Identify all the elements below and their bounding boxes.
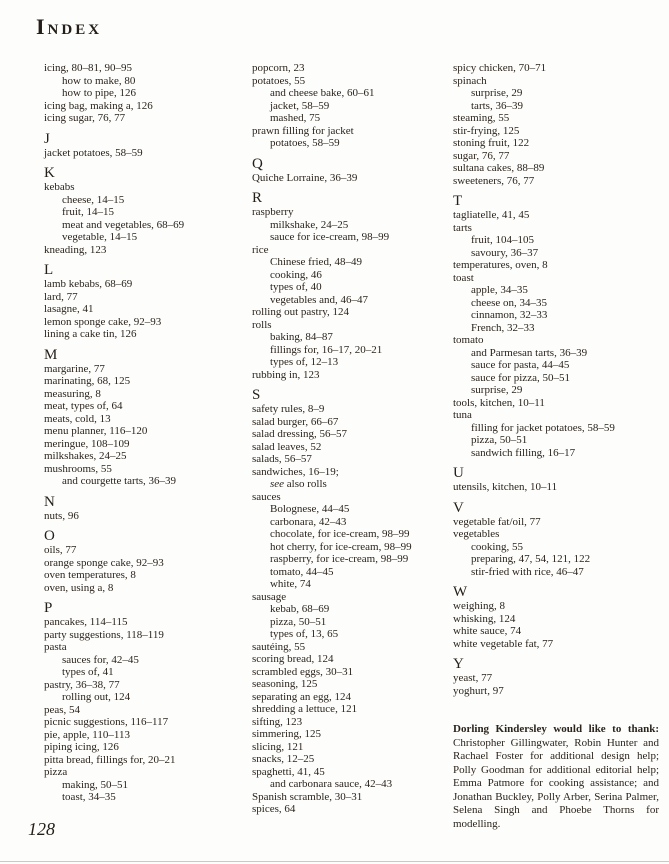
index-letter-heading: M <box>44 346 58 363</box>
index-subentry: and Parmesan tarts, 36–39 <box>471 346 588 359</box>
index-entry: pizza <box>44 766 68 778</box>
index-entry: steaming, 55 <box>453 112 510 124</box>
index-entry: margarine, 77 <box>44 362 105 375</box>
index-subentry: mashed, 75 <box>269 112 321 124</box>
index-entry: popcorn, 23 <box>251 62 305 74</box>
index-subentry: fruit, 14–15 <box>62 206 114 218</box>
index-entry: pancakes, 114–115 <box>44 616 128 628</box>
index-entry: nuts, 96 <box>44 509 79 522</box>
index-subentry: and courgette tarts, 36–39 <box>62 475 177 487</box>
index-column-1 <box>44 62 252 831</box>
index-entry: potatoes, 55 <box>251 74 306 87</box>
index-subentry: vegetables and, 46–47 <box>269 293 369 306</box>
index-subentry: how to pipe, 126 <box>62 87 136 99</box>
index-entry: raspberry <box>251 206 294 218</box>
index-subentry: sandwich filling, 16–17 <box>471 446 576 459</box>
index-subentry: cheese on, 34–35 <box>471 296 548 309</box>
index-letter-heading: V <box>453 499 465 516</box>
index-entry: meringue, 108–109 <box>44 437 130 450</box>
index-entry: lemon sponge cake, 92–93 <box>44 315 162 328</box>
index-entry: sauces <box>251 490 281 503</box>
acknowledgements-heading: Dorling Kindersley would like to thank: <box>453 723 659 735</box>
index-subentry: savoury, 36–37 <box>471 246 539 259</box>
index-entry: lining a cake tin, 126 <box>44 328 137 340</box>
index-subentry: Chinese fried, 48–49 <box>269 256 362 268</box>
index-entry: orange sponge cake, 92–93 <box>44 556 164 569</box>
index-letter-heading: W <box>453 584 468 600</box>
index-subentry: pizza, 50–51 <box>471 434 528 446</box>
index-subentry: vegetable, 14–15 <box>62 231 138 243</box>
index-entry: mushrooms, 55 <box>44 462 112 475</box>
index-entry: tools, kitchen, 10–11 <box>453 396 545 409</box>
index-entry: salads, 56–57 <box>251 453 312 465</box>
index-subentry: apple, 34–35 <box>471 284 528 296</box>
index-entry: icing sugar, 76, 77 <box>44 112 126 124</box>
index-entry: meat, types of, 64 <box>44 400 123 412</box>
index-entry: yeast, 77 <box>453 672 493 684</box>
index-letter-heading: U <box>453 465 465 481</box>
index-entry: rubbing in, 123 <box>251 368 320 381</box>
index-subentry: types of, 12–13 <box>269 356 339 368</box>
index-subentry: rolling out, 124 <box>62 691 131 703</box>
index-entry: slicing, 121 <box>251 740 304 753</box>
index-entry: salad leaves, 52 <box>251 440 322 453</box>
index-entry: kebabs <box>44 181 75 193</box>
index-subentry: tarts, 36–39 <box>471 99 523 112</box>
index-subentry: pizza, 50–51 <box>269 615 327 628</box>
index-entry: oven, using a, 8 <box>44 581 114 594</box>
index-entry: meats, cold, 13 <box>44 412 111 425</box>
index-subentry: and carbonara sauce, 42–43 <box>269 778 393 790</box>
index-entry: spinach <box>453 74 487 87</box>
index-subentry: types of, 40 <box>269 281 322 293</box>
index-subentry: filling for jacket potatoes, 58–59 <box>471 421 615 434</box>
index-entry: spices, 64 <box>251 803 296 815</box>
index-entry: pasta <box>44 641 67 653</box>
index-entry: yoghurt, 97 <box>453 684 504 697</box>
see-also-italic: see <box>269 478 285 490</box>
index-letter-heading: P <box>44 600 53 616</box>
index-subentry: cheese, 14–15 <box>62 193 125 206</box>
index-entry: tarts <box>453 221 472 234</box>
index-subentry: stir-fried with rice, 46–47 <box>471 565 584 578</box>
index-entry: Quiche Lorraine, 36–39 <box>251 171 358 184</box>
index-entry: whisking, 124 <box>453 612 516 625</box>
index-entry: tomato <box>453 334 484 346</box>
index-letter-heading: N <box>44 493 56 510</box>
index-entry: white vegetable fat, 77 <box>453 637 554 650</box>
index-subentry: milkshake, 24–25 <box>269 218 349 231</box>
acknowledgements: Dorling Kindersley would like to thank: Christopher Gillingwater, Robin Hunter and Rachael Foster for additional design help; Polly Goodman for additional editorial help; Emma Patmore for cooking assistance; and Jonathan Buckley, Polly Arber, Serina Palmer, Selena Singh and Phoebe Thorns for modelling. <box>453 723 659 830</box>
index-entry: lamb kebabs, 68–69 <box>44 278 133 290</box>
index-entry: lard, 77 <box>44 290 78 303</box>
index-subentry: fillings for, 16–17, 20–21 <box>269 343 383 356</box>
index-entry: safety rules, 8–9 <box>251 403 325 415</box>
index-entry: toast <box>453 271 474 284</box>
page-title: Index <box>36 14 103 39</box>
index-entry: spaghetti, 41, 45 <box>251 765 325 778</box>
index-subentry: white, 74 <box>269 578 311 590</box>
index-entry: temperatures, oven, 8 <box>453 259 548 271</box>
index-entry: scoring bread, 124 <box>251 653 334 665</box>
index-entry: tuna <box>453 409 472 421</box>
index-entry: pie, apple, 110–113 <box>44 728 130 741</box>
index-subentry: meat and vegetables, 68–69 <box>62 218 185 231</box>
index-subentry: cinnamon, 32–33 <box>471 309 548 321</box>
index-entry: menu planner, 116–120 <box>44 425 148 437</box>
index-entry: tagliatelle, 41, 45 <box>453 209 530 221</box>
index-entry: simmering, 125 <box>251 728 322 740</box>
index-entry: white sauce, 74 <box>453 625 522 637</box>
index-entry: Spanish scramble, 30–31 <box>251 790 363 803</box>
index-entry: jacket potatoes, 58–59 <box>44 146 143 159</box>
index-subentry: and cheese bake, 60–61 <box>269 87 375 99</box>
index-entry: milkshakes, 24–25 <box>44 450 127 462</box>
index-entry: weighing, 8 <box>453 600 505 612</box>
index-subentry: fruit, 104–105 <box>471 234 534 246</box>
index-entry: pitta bread, fillings for, 20–21 <box>44 753 176 766</box>
index-entry: measuring, 8 <box>44 387 101 400</box>
index-entry: icing bag, making a, 126 <box>44 99 153 112</box>
index-entry: icing, 80–81, 90–95 <box>44 62 132 74</box>
index-subentry: French, 32–33 <box>471 321 535 334</box>
index-subentry: surprise, 29 <box>471 384 523 396</box>
index-entry: party suggestions, 118–119 <box>44 628 164 641</box>
index-entry: sultana cakes, 88–89 <box>453 162 545 174</box>
index-subentry: raspberry, for ice-cream, 98–99 <box>269 553 409 565</box>
index-entry: utensils, kitchen, 10–11 <box>453 481 558 493</box>
index-letter-heading: J <box>44 130 51 147</box>
index-subentry: sauce for ice-cream, 98–99 <box>269 231 390 243</box>
index-entry: pastry, 36–38, 77 <box>44 678 120 691</box>
index-entry: piping icing, 126 <box>44 741 119 753</box>
index-letter-heading: L <box>44 262 54 278</box>
index-columns <box>36 62 659 831</box>
index-entry: peas, 54 <box>44 703 81 716</box>
index-letter-heading: K <box>44 165 56 181</box>
index-entry: marinating, 68, 125 <box>44 375 131 387</box>
index-entry: lasagne, 41 <box>44 303 94 315</box>
index-entry: salad dressing, 56–57 <box>251 428 347 440</box>
index-subentry: toast, 34–35 <box>62 791 116 803</box>
index-subentry: cooking, 55 <box>471 540 523 553</box>
page-number: 128 <box>28 819 55 839</box>
index-column-3 <box>453 62 659 831</box>
index-subentry: carbonara, 42–43 <box>269 515 347 528</box>
index-subentry: how to make, 80 <box>62 74 136 87</box>
index-entry: picnic suggestions, 116–117 <box>44 716 169 728</box>
index-entry: sugar, 76, 77 <box>453 149 510 162</box>
index-entry: vegetable fat/oil, 77 <box>453 515 541 528</box>
index-entry: sifting, 123 <box>251 715 303 728</box>
index-entry: spicy chicken, 70–71 <box>453 62 547 74</box>
index-subentry: sauce for pasta, 44–45 <box>471 359 570 371</box>
index-entry: sautéing, 55 <box>251 640 306 653</box>
index-subentry: making, 50–51 <box>62 778 128 791</box>
index-entry: sweeteners, 76, 77 <box>453 174 535 187</box>
index-entry: stoning fruit, 122 <box>453 137 530 149</box>
index-entry: vegetables <box>453 528 500 540</box>
index-column-2 <box>252 62 453 831</box>
index-subentry: surprise, 29 <box>471 87 523 99</box>
index-subentry: see also rolls <box>269 478 327 490</box>
index-entry: shredding a lettuce, 121 <box>251 703 358 715</box>
index-entry: rolls <box>251 318 272 331</box>
index-letter-heading: O <box>44 528 56 544</box>
index-subentry: jacket, 58–59 <box>269 99 330 112</box>
index-entry: rolling out pastry, 124 <box>251 306 350 318</box>
index-entry: stir-frying, 125 <box>453 124 520 137</box>
index-subentry: hot cherry, for ice-cream, 98–99 <box>269 540 412 553</box>
index-entry: salad burger, 66–67 <box>251 415 339 428</box>
index-entry: sausage <box>251 590 287 603</box>
index-entry: snacks, 12–25 <box>251 753 315 765</box>
index-entry: oils, 77 <box>44 544 77 556</box>
index-entry: rice <box>251 243 269 256</box>
index-subentry: cooking, 46 <box>269 268 322 281</box>
index-subentry: tomato, 44–45 <box>269 565 334 578</box>
index-subentry: chocolate, for ice-cream, 98–99 <box>269 528 410 540</box>
index-entry: prawn filling for jacket <box>251 124 354 137</box>
index-entry: sandwiches, 16–19; <box>251 465 339 478</box>
index-entry: seasoning, 125 <box>251 678 318 690</box>
index-letter-heading: R <box>251 190 263 206</box>
index-subentry: sauces for, 42–45 <box>62 653 139 666</box>
index-letter-heading: Q <box>251 155 264 172</box>
index-subentry: sauce for pizza, 50–51 <box>471 371 570 384</box>
index-subentry: preparing, 47, 54, 121, 122 <box>471 553 591 565</box>
index-entry: separating an egg, 124 <box>251 690 351 703</box>
index-subentry: potatoes, 58–59 <box>269 137 340 149</box>
page-bottom-rule <box>0 861 669 862</box>
index-subentry: Bolognese, 44–45 <box>269 503 350 515</box>
index-subentry: baking, 84–87 <box>269 331 333 343</box>
index-letter-heading: S <box>251 387 261 403</box>
index-subentry: types of, 41 <box>62 666 114 678</box>
index-entry: kneading, 123 <box>44 243 107 256</box>
index-entry: oven temperatures, 8 <box>44 569 136 581</box>
index-letter-heading: T <box>453 193 463 209</box>
index-letter-heading: Y <box>453 656 465 672</box>
index-subentry: kebab, 68–69 <box>269 603 330 615</box>
index-entry: scrambled eggs, 30–31 <box>251 665 354 678</box>
index-subentry: types of, 13, 65 <box>269 628 339 640</box>
